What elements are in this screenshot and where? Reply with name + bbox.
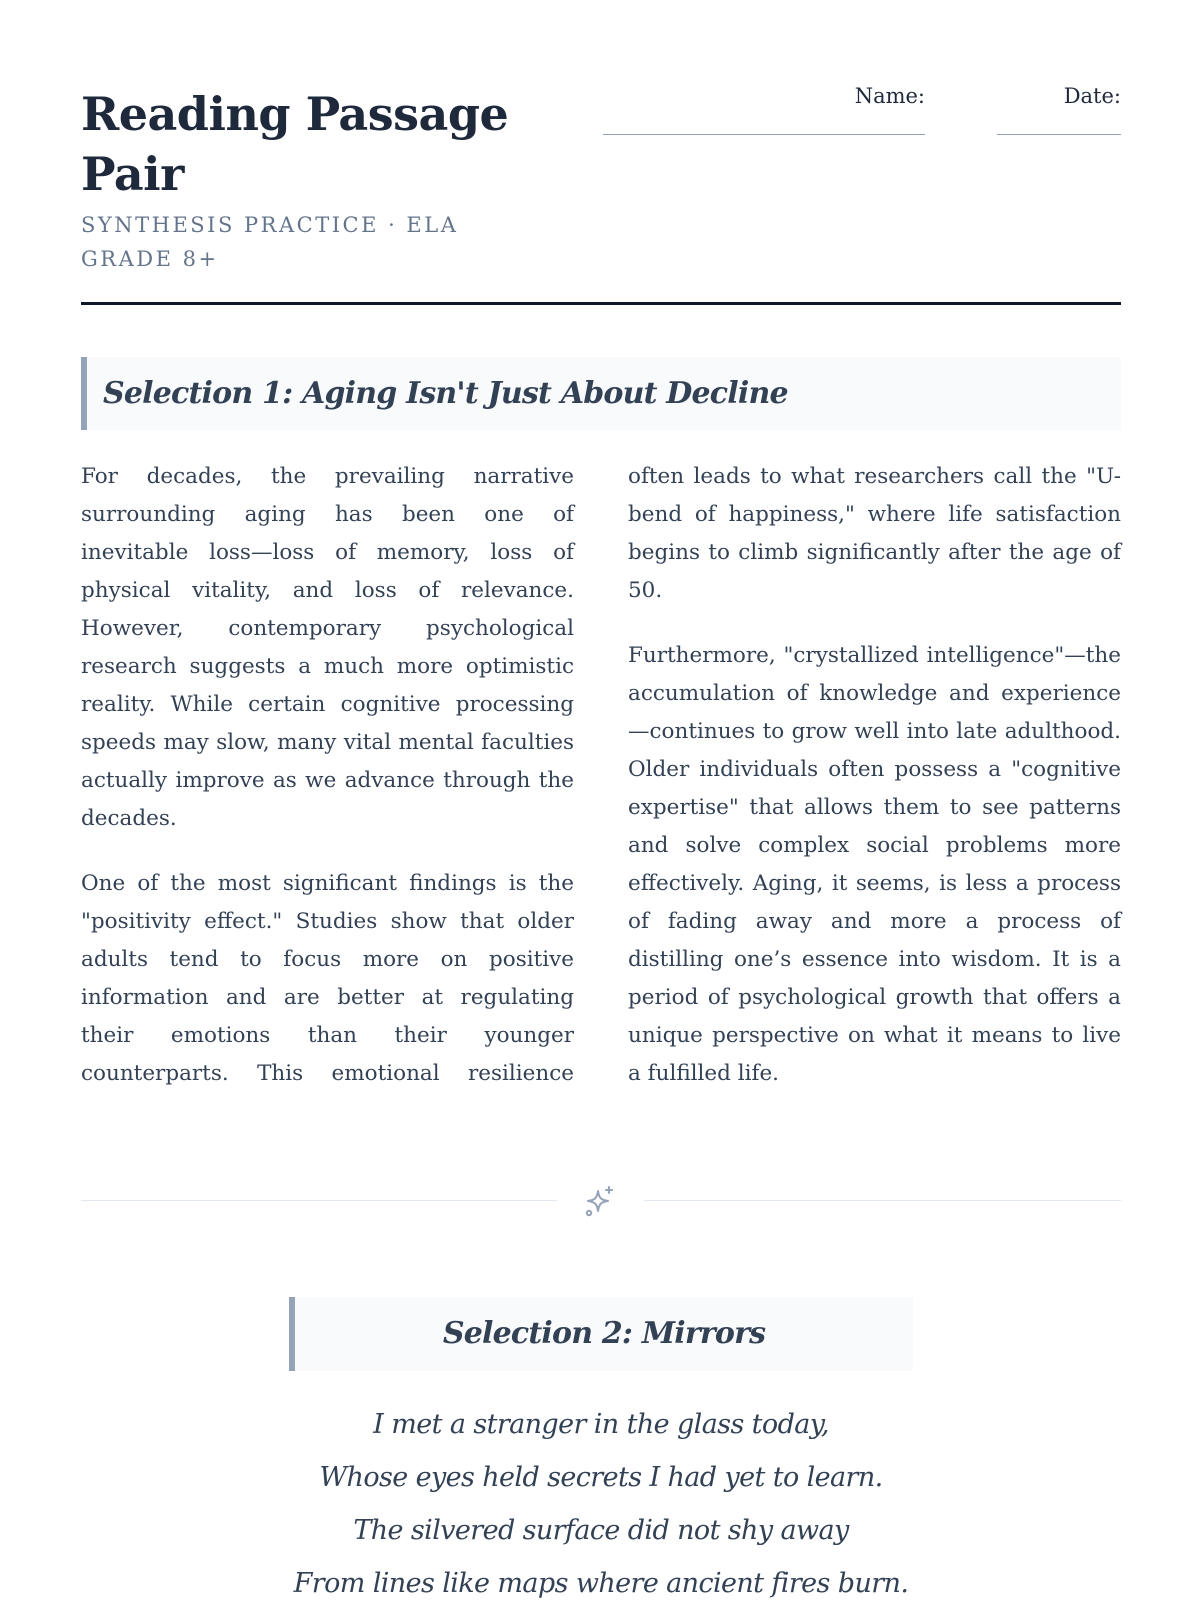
page-title: Reading Passage Pair	[81, 87, 509, 201]
date-blank[interactable]	[997, 120, 1121, 135]
selection-2-heading: Selection 2: Mirrors	[442, 1316, 766, 1351]
selection-2-heading-box	[289, 1297, 913, 1371]
name-field[interactable]	[603, 82, 925, 135]
poem-line: Whose eyes held secrets I had yet to learn.	[319, 1462, 883, 1493]
selection-1-column-left	[81, 458, 574, 1120]
poem	[81, 1398, 1121, 1610]
selection-1-column-right	[628, 458, 1121, 1120]
name-blank[interactable]	[603, 120, 925, 135]
selection-1-paragraph-2-part-1: One of the most significant findings is the "positivity effect." Studies show that older adults tend to focus more on positive information and are better at regulating their emotions than their younger counterparts. This emotional resilience	[81, 871, 574, 1086]
selection-1-paragraph-1: For decades, the prevailing narrative surrounding aging has been one of inevitable loss—loss of memory, loss of physical vitality, and loss of relevance. However, contemporary psychological research suggests a much more optimistic reality. While certain cognitive processing speeds may slow, many vital mental faculties actually improve as we advance through the decades.	[81, 464, 574, 831]
selection-1-heading: Selection 1: Aging Isn't Just About Decline	[103, 376, 788, 411]
page-subtitle: SYNTHESIS PRACTICE · ELA GRADE 8+	[81, 213, 459, 271]
poem-line: From lines like maps where ancient fires burn.	[293, 1568, 909, 1599]
worksheet-page	[81, 0, 1121, 1600]
date-label: Date:	[1063, 84, 1121, 108]
worksheet-header	[81, 80, 1121, 305]
section-divider	[81, 1181, 1121, 1221]
selection-1-heading-box	[81, 357, 1121, 430]
selection-1-paragraph-2-part-2: often leads to what researchers call the "U-bend of happiness," where life satisfaction begins to climb significantly after the age of 50.	[628, 464, 1121, 603]
divider-line-left	[81, 1200, 557, 1201]
poem-line: I met a stranger in the glass today,	[373, 1409, 829, 1440]
date-field[interactable]	[997, 82, 1121, 135]
divider-line-right	[644, 1200, 1121, 1201]
selection-1-paragraph-3: Furthermore, "crystallized intelligence"—the accumulation of knowledge and experience—continues to grow well into late adulthood. Older individuals often possess a "cognitive expertise" that allows them to see patterns and solve complex social problems more effectively. Aging, it seems, is less a process of fading away and more a process of distilling one’s essence into wisdom. It is a period of psychological growth that offers a unique perspective on what it means to live a fulfilled life.	[628, 643, 1121, 1086]
name-label: Name:	[854, 84, 925, 108]
poem-line: The silvered surface did not shy away	[353, 1515, 849, 1546]
sparkles-icon	[582, 1183, 618, 1219]
